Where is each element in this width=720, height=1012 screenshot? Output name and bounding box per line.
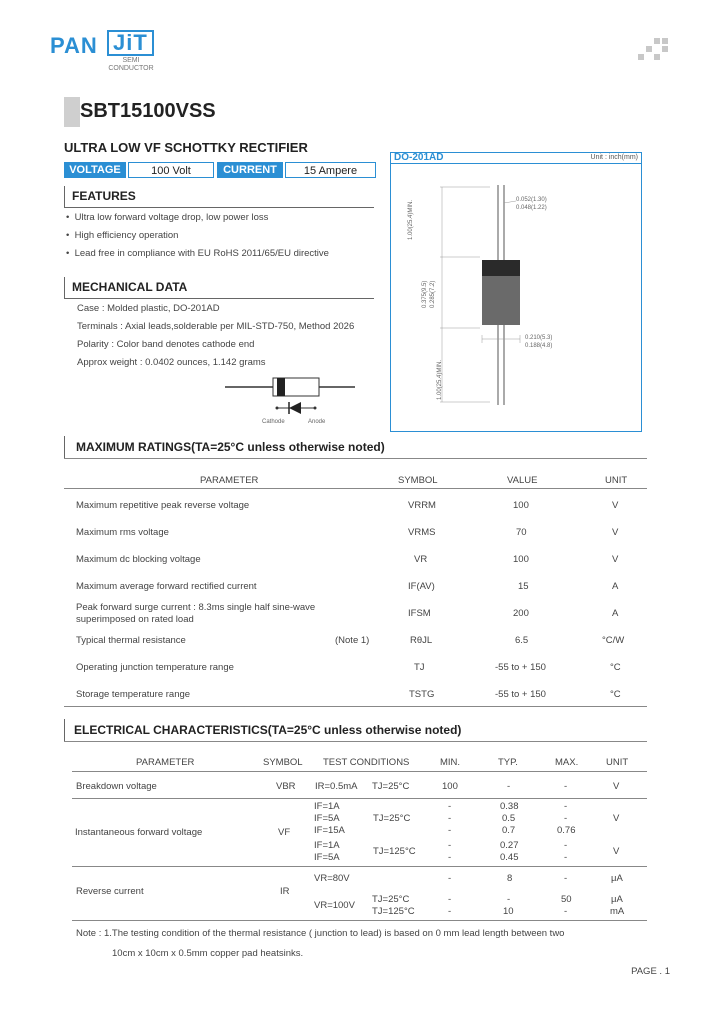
max-cell: - xyxy=(564,801,568,812)
dim-body-dia-2: 0.188(4.8) xyxy=(525,343,553,349)
min-cell: - xyxy=(448,813,452,824)
typ-cell: - xyxy=(507,781,511,792)
param-cell: Peak forward surge current : 8.3ms single half sine-wave xyxy=(76,602,316,613)
mechanical-heading: MECHANICAL DATA xyxy=(72,280,188,294)
cond-cell: IF=5A xyxy=(314,852,340,863)
logo-pan: PAN xyxy=(50,33,98,58)
cond-cell: IF=15A xyxy=(314,825,345,836)
symbol-cell: IR xyxy=(280,886,290,897)
col-header: UNIT xyxy=(605,475,628,486)
mech-item: Terminals : Axial leads,solderable per MIL-STD-750, Method 2026 xyxy=(77,321,355,332)
mechanical-rule-v xyxy=(64,277,65,299)
cond-cell: VR=100V xyxy=(314,900,355,911)
value-cell: 70 xyxy=(516,527,527,538)
typ-cell: 0.38 xyxy=(500,801,519,812)
diode-symbol-icon xyxy=(225,372,355,427)
max-ratings-heading: MAXIMUM RATINGS(TA=25°C unless otherwise noted) xyxy=(76,440,385,454)
max-cell: - xyxy=(564,781,568,792)
logo-subtitle xyxy=(106,57,156,73)
cond-cell: IF=5A xyxy=(314,813,340,824)
unit-cell: μA xyxy=(611,894,623,905)
value-cell: 200 xyxy=(513,608,529,619)
symbol-cell: VBR xyxy=(276,781,296,792)
typ-cell: 0.7 xyxy=(502,825,516,836)
col-header: TEST CONDITIONS xyxy=(323,757,410,768)
unit-cell: μA xyxy=(611,873,623,884)
unit-cell: V xyxy=(613,846,620,857)
symbol-cell: RθJL xyxy=(410,635,433,646)
col-header: SYMBOL xyxy=(398,475,438,486)
value-cell: 6.5 xyxy=(515,635,529,646)
header-rule xyxy=(64,488,647,489)
decorative-dots-icon xyxy=(638,38,678,68)
page-number: PAGE . 1 xyxy=(631,966,670,977)
cond-cell: IR=0.5mA xyxy=(315,781,358,792)
row-rule xyxy=(72,866,647,867)
logo-sub-line1: SEMI xyxy=(122,57,140,64)
features-rule-v xyxy=(64,186,65,208)
min-cell: - xyxy=(448,801,452,812)
symbol-cell: VR xyxy=(414,554,428,565)
col-header: MIN. xyxy=(440,757,461,768)
cathode-label: Cathode xyxy=(262,419,285,425)
param-cell-line2: superimposed on rated load xyxy=(76,614,194,625)
param-cell: Maximum dc blocking voltage xyxy=(76,554,201,565)
typ-cell: - xyxy=(507,894,511,905)
symbol-cell: IF(AV) xyxy=(408,581,435,592)
symbol-cell: VRRM xyxy=(408,500,436,511)
note-line-1: Note : 1.The testing condition of the thermal resistance ( junction to lead) is based on 0 mm lead length between two xyxy=(76,928,565,939)
max-ratings-rule-v xyxy=(64,436,65,458)
dim-lead-dia-2: 0.048(1.22) xyxy=(516,205,547,211)
value-cell: 100 xyxy=(513,554,529,565)
electrical-rule xyxy=(64,741,647,742)
typ-cell: 8 xyxy=(507,873,513,884)
title-accent-bar xyxy=(64,97,80,127)
cond-cell: TJ=25°C xyxy=(372,781,410,792)
unit-cell: °C/W xyxy=(602,635,625,646)
logo-jit: JiT xyxy=(107,30,154,56)
typ-cell: 0.5 xyxy=(502,813,516,824)
subtitle: ULTRA LOW VF SCHOTTKY RECTIFIER xyxy=(64,140,308,155)
typ-cell: 10 xyxy=(503,906,514,917)
col-header: SYMBOL xyxy=(263,757,303,768)
value-cell: -55 to + 150 xyxy=(495,689,546,700)
param-cell: Maximum rms voltage xyxy=(76,527,169,538)
package-unit: Unit : inch(mm) xyxy=(590,154,638,161)
min-cell: - xyxy=(448,852,452,863)
symbol-cell: VF xyxy=(278,827,291,838)
max-ratings-rule xyxy=(64,458,647,459)
param-cell: Maximum average forward rectified current xyxy=(76,581,257,592)
page-title: SBT15100VSS xyxy=(80,100,216,122)
unit-cell: °C xyxy=(610,662,621,673)
note-line-2: 10cm x 10cm x 0.5mm copper pad heatsinks. xyxy=(112,948,304,959)
anode-label: Anode xyxy=(308,419,326,425)
col-header: TYP. xyxy=(498,757,518,768)
min-cell: - xyxy=(448,825,452,836)
header-rule xyxy=(72,771,647,772)
mech-item: Polarity : Color band denotes cathode end xyxy=(77,339,255,350)
col-header: PARAMETER xyxy=(200,475,259,486)
temp-cell: TJ=25°C xyxy=(373,813,411,824)
max-cell: - xyxy=(564,873,568,884)
electrical-heading: ELECTRICAL CHARACTERISTICS(TA=25°C unless otherwise noted) xyxy=(74,723,462,737)
col-header: PARAMETER xyxy=(136,757,195,768)
typ-cell: 0.45 xyxy=(500,852,519,863)
temp-cell: TJ=125°C xyxy=(372,906,415,917)
mech-item: Case : Molded plastic, DO-201AD xyxy=(77,303,220,314)
symbol-cell: IFSM xyxy=(408,608,431,619)
unit-cell: V xyxy=(612,500,619,511)
param-cell: Storage temperature range xyxy=(76,689,191,700)
features-rule xyxy=(64,207,374,208)
unit-cell: mA xyxy=(610,906,625,917)
col-header: UNIT xyxy=(606,757,629,768)
current-value: 15 Ampere xyxy=(285,162,376,178)
cond-cell: VR=80V xyxy=(314,873,350,884)
dim-bot-lead: 1.00(25.4)MIN. xyxy=(437,359,443,400)
max-cell: 50 xyxy=(561,894,572,905)
mechanical-rule xyxy=(64,298,374,299)
param-cell: Breakdown voltage xyxy=(76,781,157,792)
cond-cell: IF=1A xyxy=(314,840,340,851)
unit-cell: V xyxy=(612,554,619,565)
electrical-rule-v xyxy=(64,719,65,741)
max-cell: 0.76 xyxy=(557,825,576,836)
max-cell: - xyxy=(564,840,568,851)
row-rule xyxy=(72,798,647,799)
features-heading: FEATURES xyxy=(72,189,136,203)
param-cell: Maximum repetitive peak reverse voltage xyxy=(76,500,250,511)
note-cell: (Note 1) xyxy=(335,635,370,646)
col-header: MAX. xyxy=(555,757,579,768)
unit-cell: V xyxy=(613,781,620,792)
min-cell: - xyxy=(448,906,452,917)
min-cell: - xyxy=(448,840,452,851)
feature-item: • High efficiency operation xyxy=(66,230,179,241)
dim-body-dia-1: 0.210(5.3) xyxy=(525,335,553,341)
dim-body-len-1: 0.375(9.5) xyxy=(422,280,428,308)
unit-cell: A xyxy=(612,581,619,592)
dim-top-lead: 1.00(25.4)MIN. xyxy=(408,199,414,240)
typ-cell: 0.27 xyxy=(500,840,519,851)
param-cell: Reverse current xyxy=(76,886,144,897)
dim-body-len-2: 0.285(7.2) xyxy=(430,280,436,308)
max-cell: - xyxy=(564,813,568,824)
table-bottom-rule xyxy=(64,706,647,707)
symbol-cell: VRMS xyxy=(408,527,436,538)
unit-cell: V xyxy=(613,813,620,824)
max-cell: - xyxy=(564,906,568,917)
param-cell: Operating junction temperature range xyxy=(76,662,234,673)
col-header: VALUE xyxy=(507,475,538,486)
value-cell: 100 xyxy=(513,500,529,511)
logo-sub-line2: CONDUCTOR xyxy=(108,65,154,72)
param-cell: Instantaneous forward voltage xyxy=(75,827,203,838)
max-cell: - xyxy=(564,852,568,863)
value-cell: -55 to + 150 xyxy=(495,662,546,673)
voltage-value: 100 Volt xyxy=(128,162,214,178)
min-cell: - xyxy=(448,873,452,884)
cond-cell: IF=1A xyxy=(314,801,340,812)
min-cell: 100 xyxy=(442,781,458,792)
min-cell: - xyxy=(448,894,452,905)
unit-cell: °C xyxy=(610,689,621,700)
unit-cell: A xyxy=(612,608,619,619)
param-cell: Typical thermal resistance xyxy=(76,635,186,646)
dim-lead-dia-1: 0.052(1.30) xyxy=(516,197,547,203)
current-label: CURRENT xyxy=(217,162,283,178)
symbol-cell: TSTG xyxy=(409,689,435,700)
feature-item: • Ultra low forward voltage drop, low power loss xyxy=(66,212,269,223)
table-bottom-rule xyxy=(72,920,647,921)
value-cell: 15 xyxy=(518,581,529,592)
feature-item: • Lead free in compliance with EU RoHS 2011/65/EU directive xyxy=(66,248,329,259)
package-name: DO-201AD xyxy=(394,152,444,163)
mech-item: Approx weight : 0.0402 ounces, 1.142 grams xyxy=(77,357,266,368)
temp-cell: TJ=25°C xyxy=(372,894,410,905)
voltage-label: VOLTAGE xyxy=(64,162,126,178)
temp-cell: TJ=125°C xyxy=(373,846,416,857)
unit-cell: V xyxy=(612,527,619,538)
symbol-cell: TJ xyxy=(414,662,425,673)
